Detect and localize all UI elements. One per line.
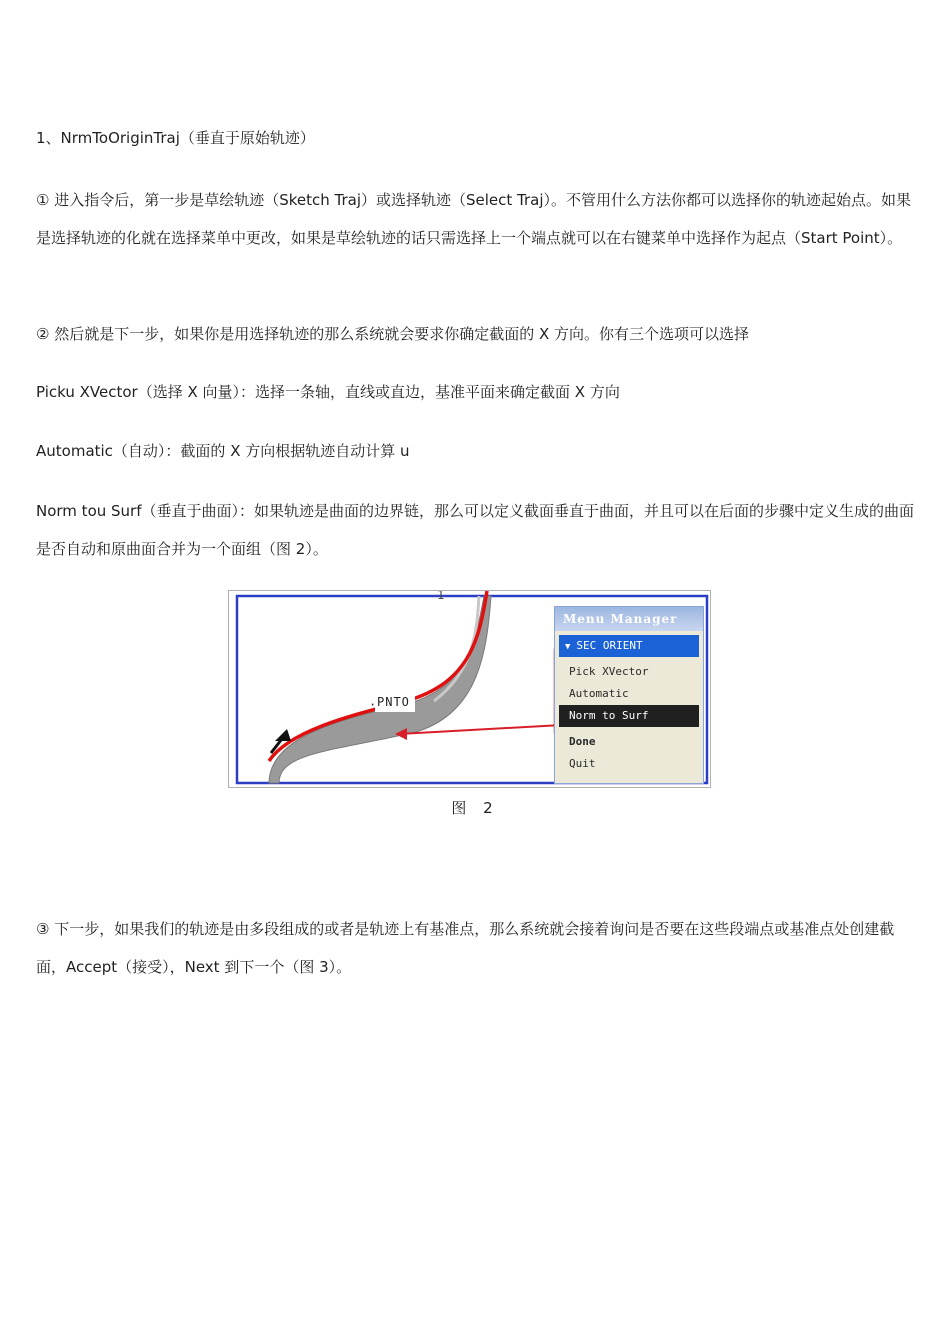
axis-mark: 1 [437, 590, 445, 602]
submenu-sec-orient[interactable] [559, 635, 699, 657]
menu-item-pick-xvector[interactable]: Pick XVector [569, 665, 649, 678]
paragraph-step3: ③ 下一步，如果我们的轨迹是由多段组成的或者是轨迹上有基准点，那么系统就会接着询问是否要在这些段端点或基准点处创建截面，Accept（接受），Next 到下一个（图 3）。 [36, 920, 895, 976]
menu-item-done[interactable]: Done [569, 735, 596, 748]
paragraph-norm-to-surf: Norm tou Surf（垂直于曲面）：如果轨迹是曲面的边界链，那么可以定义截面垂直于曲面，并且可以在后面的步骤中定义生成的曲面是否自动和原曲面合并为一个面组（图 2）。 [36, 502, 914, 558]
menu-manager-panel [554, 606, 704, 784]
paragraph-automatic: Automatic（自动）：截面的 X 方向根据轨迹自动计算 u [36, 442, 410, 460]
paragraph-step1: ① 进入指令后，第一步是草绘轨迹（Sketch Traj）或选择轨迹（Select Traj）。不管用什么方法你都可以选择你的轨迹起始点。如果是选择轨迹的化就在选择菜单中更改，如果是草绘轨迹的话只需选择上一个端点就可以在右键菜单中选择作为起点（Start Point）。 [36, 191, 912, 247]
menu-item-norm-to-surf[interactable]: Norm to Surf [559, 705, 699, 727]
menu-manager-title: Menu Manager [555, 607, 703, 631]
figure-2 [228, 590, 711, 788]
menu-item-quit[interactable]: Quit [569, 757, 596, 770]
triangle-down-icon: ▼ [565, 642, 571, 652]
swept-surface [269, 596, 491, 783]
section-heading: 1、NrmToOriginTraj（垂直于原始轨迹） [36, 129, 315, 147]
svg-text:·: · [369, 698, 377, 712]
paragraph-step2: ② 然后就是下一步，如果你是用选择轨迹的那么系统就会要求你确定截面的 X 方向。你有三个选项可以选择 [36, 325, 750, 343]
figure-caption: 图 2 [451, 799, 499, 817]
menu-item-automatic[interactable]: Automatic [569, 687, 629, 700]
point-label: PNTO [377, 695, 410, 709]
submenu-label: SEC ORIENT [576, 639, 643, 652]
paragraph-pick-xvector: Picku XVector（选择 X 向量）：选择一条轴，直线或直边，基准平面来确定截面 X 方向 [36, 383, 620, 401]
